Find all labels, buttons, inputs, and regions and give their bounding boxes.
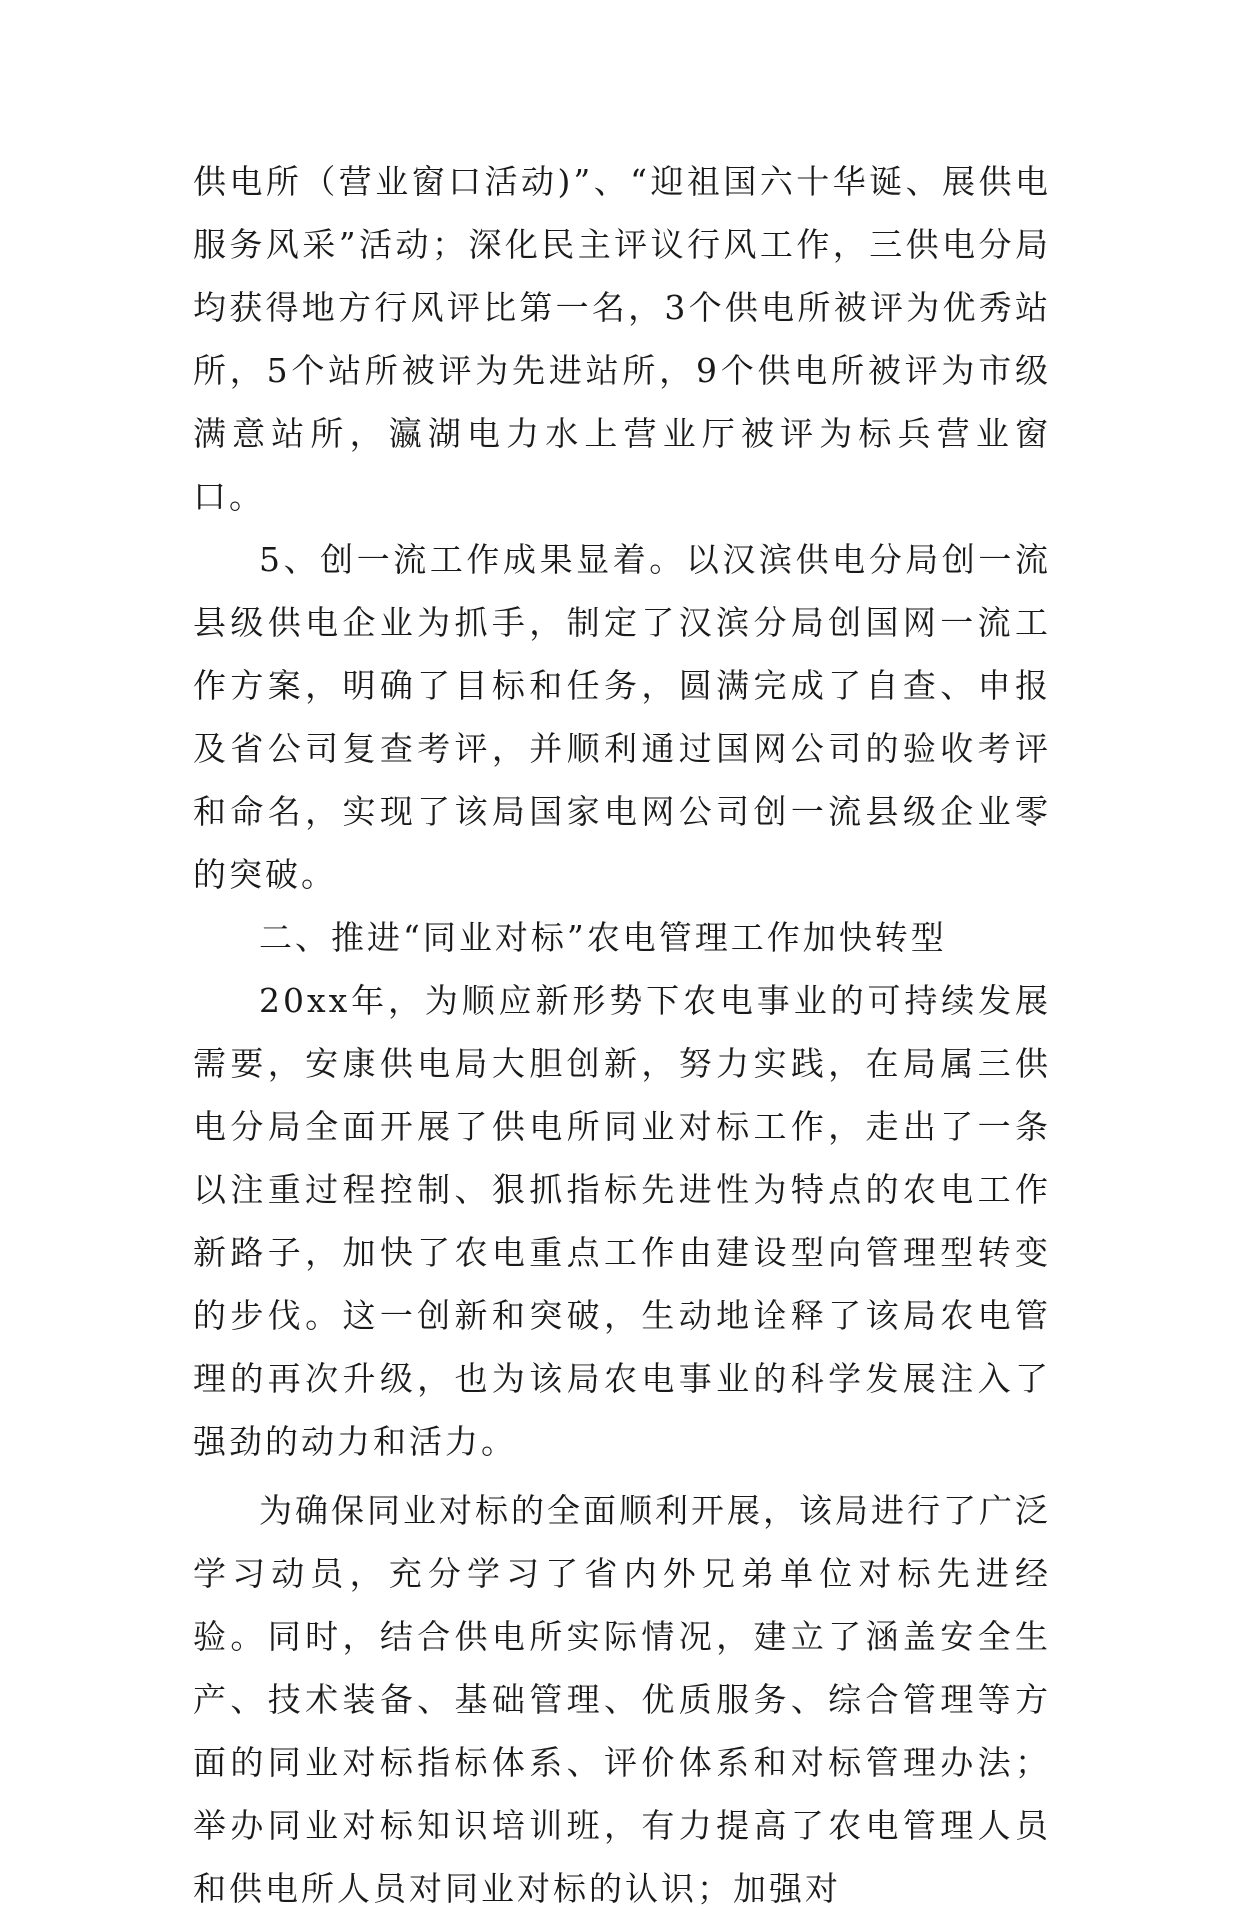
document-body <box>193 150 1051 1920</box>
paragraph-1: 供电所（营业窗口活动)”、“迎祖国六十华诞、展供电服务风采”活动；深化民主评议行风工作，三供电分局均获得地方行风评比第一名，3个供电所被评为优秀站所，5个站所被评为先进站所，9个供电所被评为市级满意站所，瀛湖电力水上营业厅被评为标兵营业窗口。 <box>193 162 1051 516</box>
paragraph-4: 20xx年，为顺应新形势下农电事业的可持续发展需要，安康供电局大胆创新，努力实践，在局属三供电分局全面开展了供电所同业对标工作，走出了一条以注重过程控制、狠抓指标先进性为特点的农电工作新路子，加快了农电重点工作由建设型向管理型转变的步伐。这一创新和突破，生动地诠释了该局农电管理的再次升级，也为该局农电事业的科学发展注入了强劲的动力和活力。 <box>193 981 1051 1461</box>
section-heading: 二、推进“同业对标”农电管理工作加快转型 <box>259 918 947 957</box>
paragraph-5: 为确保同业对标的全面顺利开展，该局进行了广泛学习动员，充分学习了省内外兄弟单位对标先进经验。同时，结合供电所实际情况，建立了涵盖安全生产、技术装备、基础管理、优质服务、综合管理等方面的同业对标指标体系、评价体系和对标管理办法；举办同业对标知识培训班，有力提高了农电管理人员和供电所人员对同业对标的认识；加强对 <box>193 1491 1051 1908</box>
paragraph-2: 5、创一流工作成果显着。以汉滨供电分局创一流县级供电企业为抓手，制定了汉滨分局创国网一流工作方案，明确了目标和任务，圆满完成了自查、申报及省公司复查考评，并顺利通过国网公司的验收考评和命名，实现了该局国家电网公司创一流县级企业零的突破。 <box>193 540 1051 894</box>
